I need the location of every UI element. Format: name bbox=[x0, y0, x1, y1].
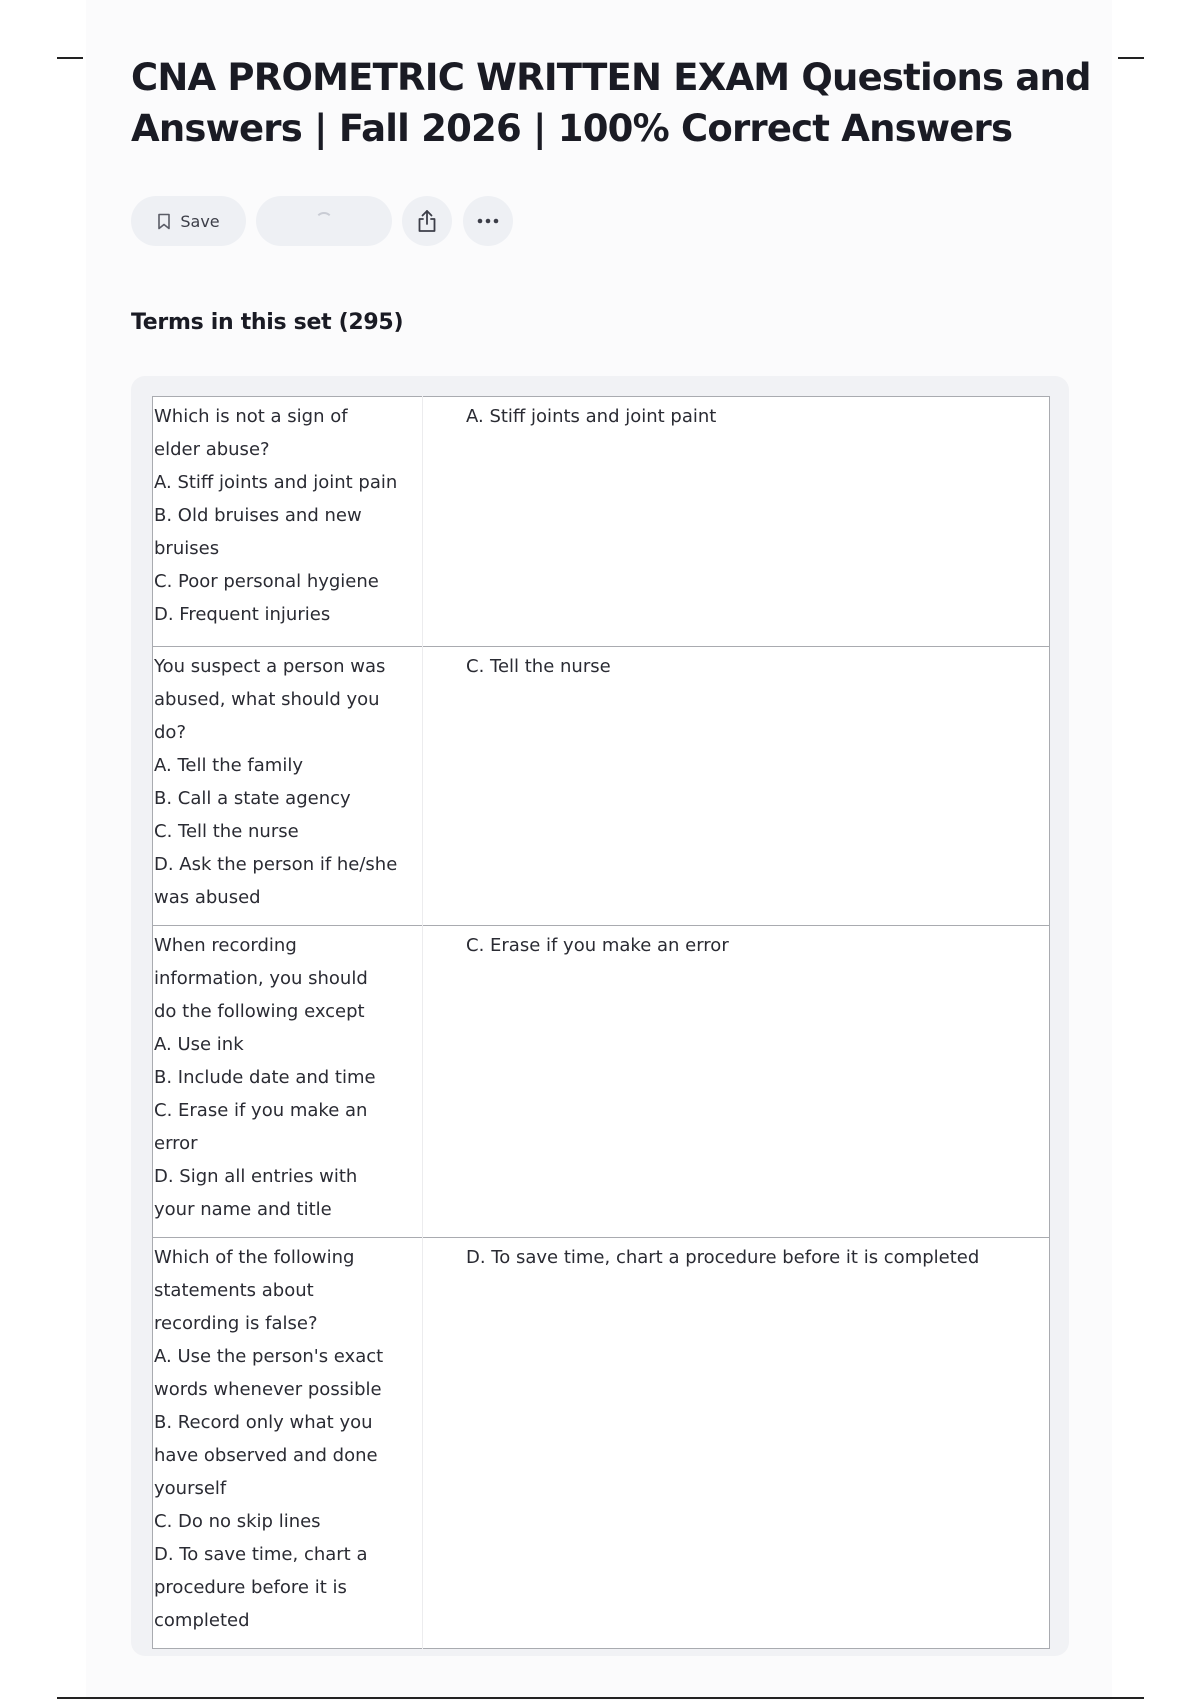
corner-mark-right bbox=[1118, 57, 1144, 59]
term-line: C. Erase if you make an bbox=[154, 1100, 368, 1121]
term-line: A. Tell the family bbox=[154, 755, 303, 776]
term-line: D. Ask the person if he/she bbox=[154, 854, 398, 875]
term-row bbox=[153, 397, 1050, 647]
term-line: abused, what should you bbox=[154, 689, 380, 710]
term-cell bbox=[153, 647, 423, 926]
term-line: When recording bbox=[154, 935, 297, 956]
term-line: your name and title bbox=[154, 1199, 332, 1220]
more-options-button[interactable] bbox=[463, 196, 513, 246]
term-line: procedure before it is bbox=[154, 1577, 347, 1598]
term-line: words whenever possible bbox=[154, 1379, 382, 1400]
term-line: B. Include date and time bbox=[154, 1067, 376, 1088]
term-line: You suspect a person was bbox=[154, 656, 386, 677]
term-line: A. Use ink bbox=[154, 1034, 244, 1055]
term-line: statements about bbox=[154, 1280, 314, 1301]
definition-cell: D. To save time, chart a procedure before it is completed bbox=[466, 1247, 980, 1268]
spinner-icon bbox=[315, 212, 333, 230]
save-button[interactable] bbox=[131, 196, 246, 246]
term-row bbox=[153, 1238, 1050, 1649]
terms-table bbox=[152, 396, 1050, 1649]
save-button-label: Save bbox=[180, 211, 220, 231]
share-button[interactable] bbox=[402, 196, 452, 246]
term-row bbox=[153, 647, 1050, 926]
term-line: recording is false? bbox=[154, 1313, 318, 1334]
term-line: B. Old bruises and new bbox=[154, 505, 362, 526]
share-icon bbox=[416, 209, 438, 233]
term-line: Which is not a sign of bbox=[154, 406, 348, 427]
term-line: do the following except bbox=[154, 1001, 365, 1022]
term-line: A. Stiff joints and joint pain bbox=[154, 472, 398, 493]
term-line: was abused bbox=[154, 887, 261, 908]
term-line: information, you should bbox=[154, 968, 368, 989]
definition-cell: C. Erase if you make an error bbox=[466, 935, 729, 956]
term-line: A. Use the person's exact bbox=[154, 1346, 384, 1367]
term-cell bbox=[153, 1238, 423, 1649]
page-title: CNA PROMETRIC WRITTEN EXAM Questions and Answers | Fall 2026 | 100% Correct Answers bbox=[131, 56, 1091, 150]
term-line: bruises bbox=[154, 538, 220, 559]
term-line: C. Poor personal hygiene bbox=[154, 571, 379, 592]
terms-heading: Terms in this set (295) bbox=[131, 310, 404, 335]
term-cell bbox=[153, 397, 423, 647]
bottom-rule bbox=[57, 1697, 1144, 1699]
bookmark-icon bbox=[157, 213, 171, 230]
definition-cell: A. Stiff joints and joint paint bbox=[466, 406, 717, 427]
more-icon bbox=[476, 218, 500, 224]
term-line: B. Call a state agency bbox=[154, 788, 351, 809]
term-cell bbox=[153, 926, 423, 1238]
term-line: have observed and done bbox=[154, 1445, 378, 1466]
term-line: Which of the following bbox=[154, 1247, 355, 1268]
loading-button[interactable] bbox=[256, 196, 392, 246]
term-line: do? bbox=[154, 722, 186, 743]
term-line: C. Tell the nurse bbox=[154, 821, 299, 842]
term-line: D. Frequent injuries bbox=[154, 604, 331, 625]
corner-mark-left bbox=[57, 57, 83, 59]
term-row bbox=[153, 926, 1050, 1238]
term-line: C. Do no skip lines bbox=[154, 1511, 321, 1532]
definition-cell: C. Tell the nurse bbox=[466, 656, 611, 677]
term-line: D. To save time, chart a bbox=[154, 1544, 368, 1565]
term-line: B. Record only what you bbox=[154, 1412, 373, 1433]
term-line: elder abuse? bbox=[154, 439, 270, 460]
term-line: error bbox=[154, 1133, 198, 1154]
term-line: yourself bbox=[154, 1478, 227, 1499]
term-line: D. Sign all entries with bbox=[154, 1166, 358, 1187]
term-line: completed bbox=[154, 1610, 250, 1631]
